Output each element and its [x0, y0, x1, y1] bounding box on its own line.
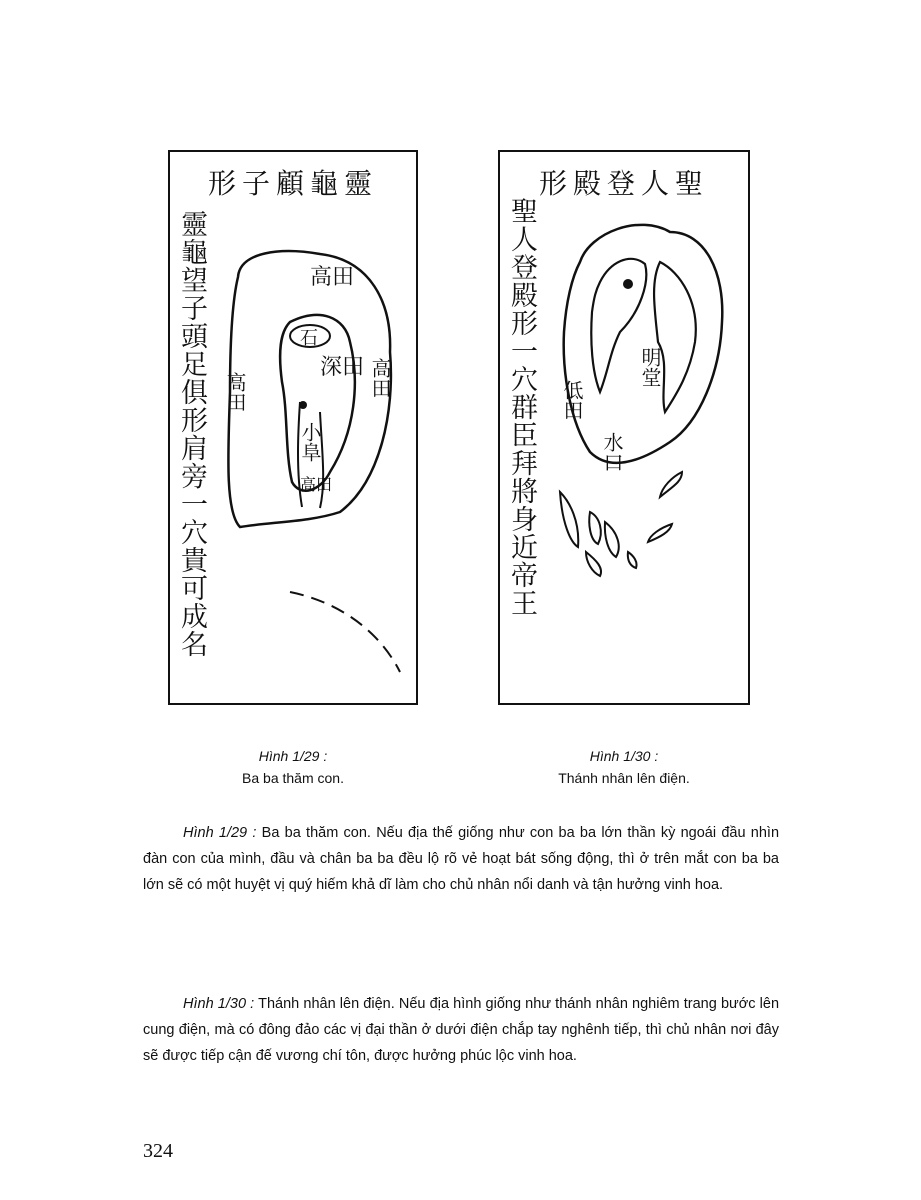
- page-number: 324: [143, 1140, 173, 1162]
- label-shi: 石: [300, 328, 318, 349]
- figure-title: 靈龜顧子形: [207, 167, 378, 200]
- paragraph-text: Ba ba thăm con. Nếu địa thế giống như con ba ba lớn thần kỳ ngoái đầu nhìn đàn con của mình, đầu và chân ba ba đều lộ rõ vẻ hoạt bát sống động, thì ở trên mắt con ba ba lớn sẽ có một huyệt vị quý hiếm khả dĩ làm cho chủ nhân nổi danh và tận hưởng vinh hoa.: [143, 825, 780, 893]
- label-gao-tian-left: 高田: [223, 372, 247, 412]
- label-di-tian: 低田: [560, 380, 584, 420]
- label-shen-tian: 深田: [320, 355, 365, 380]
- caption-text: Ba ba thăm con.: [242, 770, 344, 786]
- paragraph-number: Hình 1/30 :: [183, 996, 255, 1012]
- paragraph-1-29: [143, 820, 779, 898]
- figure-turtle: [168, 150, 418, 705]
- figure-vertical-text: 靈龜望子頭足俱形肩旁一穴貴可成名: [176, 210, 207, 658]
- label-gao-tian-bottom: 高田: [300, 475, 333, 494]
- caption-text: Thánh nhân lên điện.: [558, 770, 690, 786]
- paragraph-1-30: [143, 991, 779, 1069]
- figure-caption-1-30: [498, 745, 750, 789]
- caption-number: Hình 1/30 :: [589, 748, 659, 764]
- paragraph-number: Hình 1/29 :: [183, 825, 257, 841]
- figure-caption-1-29: [168, 745, 418, 789]
- label-shui-kou: 水口: [600, 432, 624, 472]
- figure-title: 聖人登殿形: [538, 167, 709, 200]
- paragraph-text: Thánh nhân lên điện. Nếu địa hình giống như thánh nhân nghiêm trang bước lên cung điện, mà có đông đảo các vị đại thần ở dưới điện chắp tay nghênh tiếp, thì chủ nhân nơi đây sẽ được tiếp cận đế vương chí tôn, được hưởng phúc lộc vinh hoa.: [143, 996, 780, 1064]
- label-gao-tian-top: 高田: [310, 265, 355, 290]
- figure-vertical-text: 聖人登殿形一穴群臣拜將身近帝王: [506, 197, 537, 617]
- caption-number: Hình 1/29 :: [258, 748, 328, 764]
- label-gao-tian-right: 高田: [368, 358, 392, 398]
- sage-sketch: [500, 152, 748, 703]
- turtle-sketch: [170, 152, 416, 703]
- label-ming-tang: 明堂: [638, 347, 662, 387]
- figure-sage: [498, 150, 750, 705]
- label-xiao-fu: 小阜: [298, 422, 322, 462]
